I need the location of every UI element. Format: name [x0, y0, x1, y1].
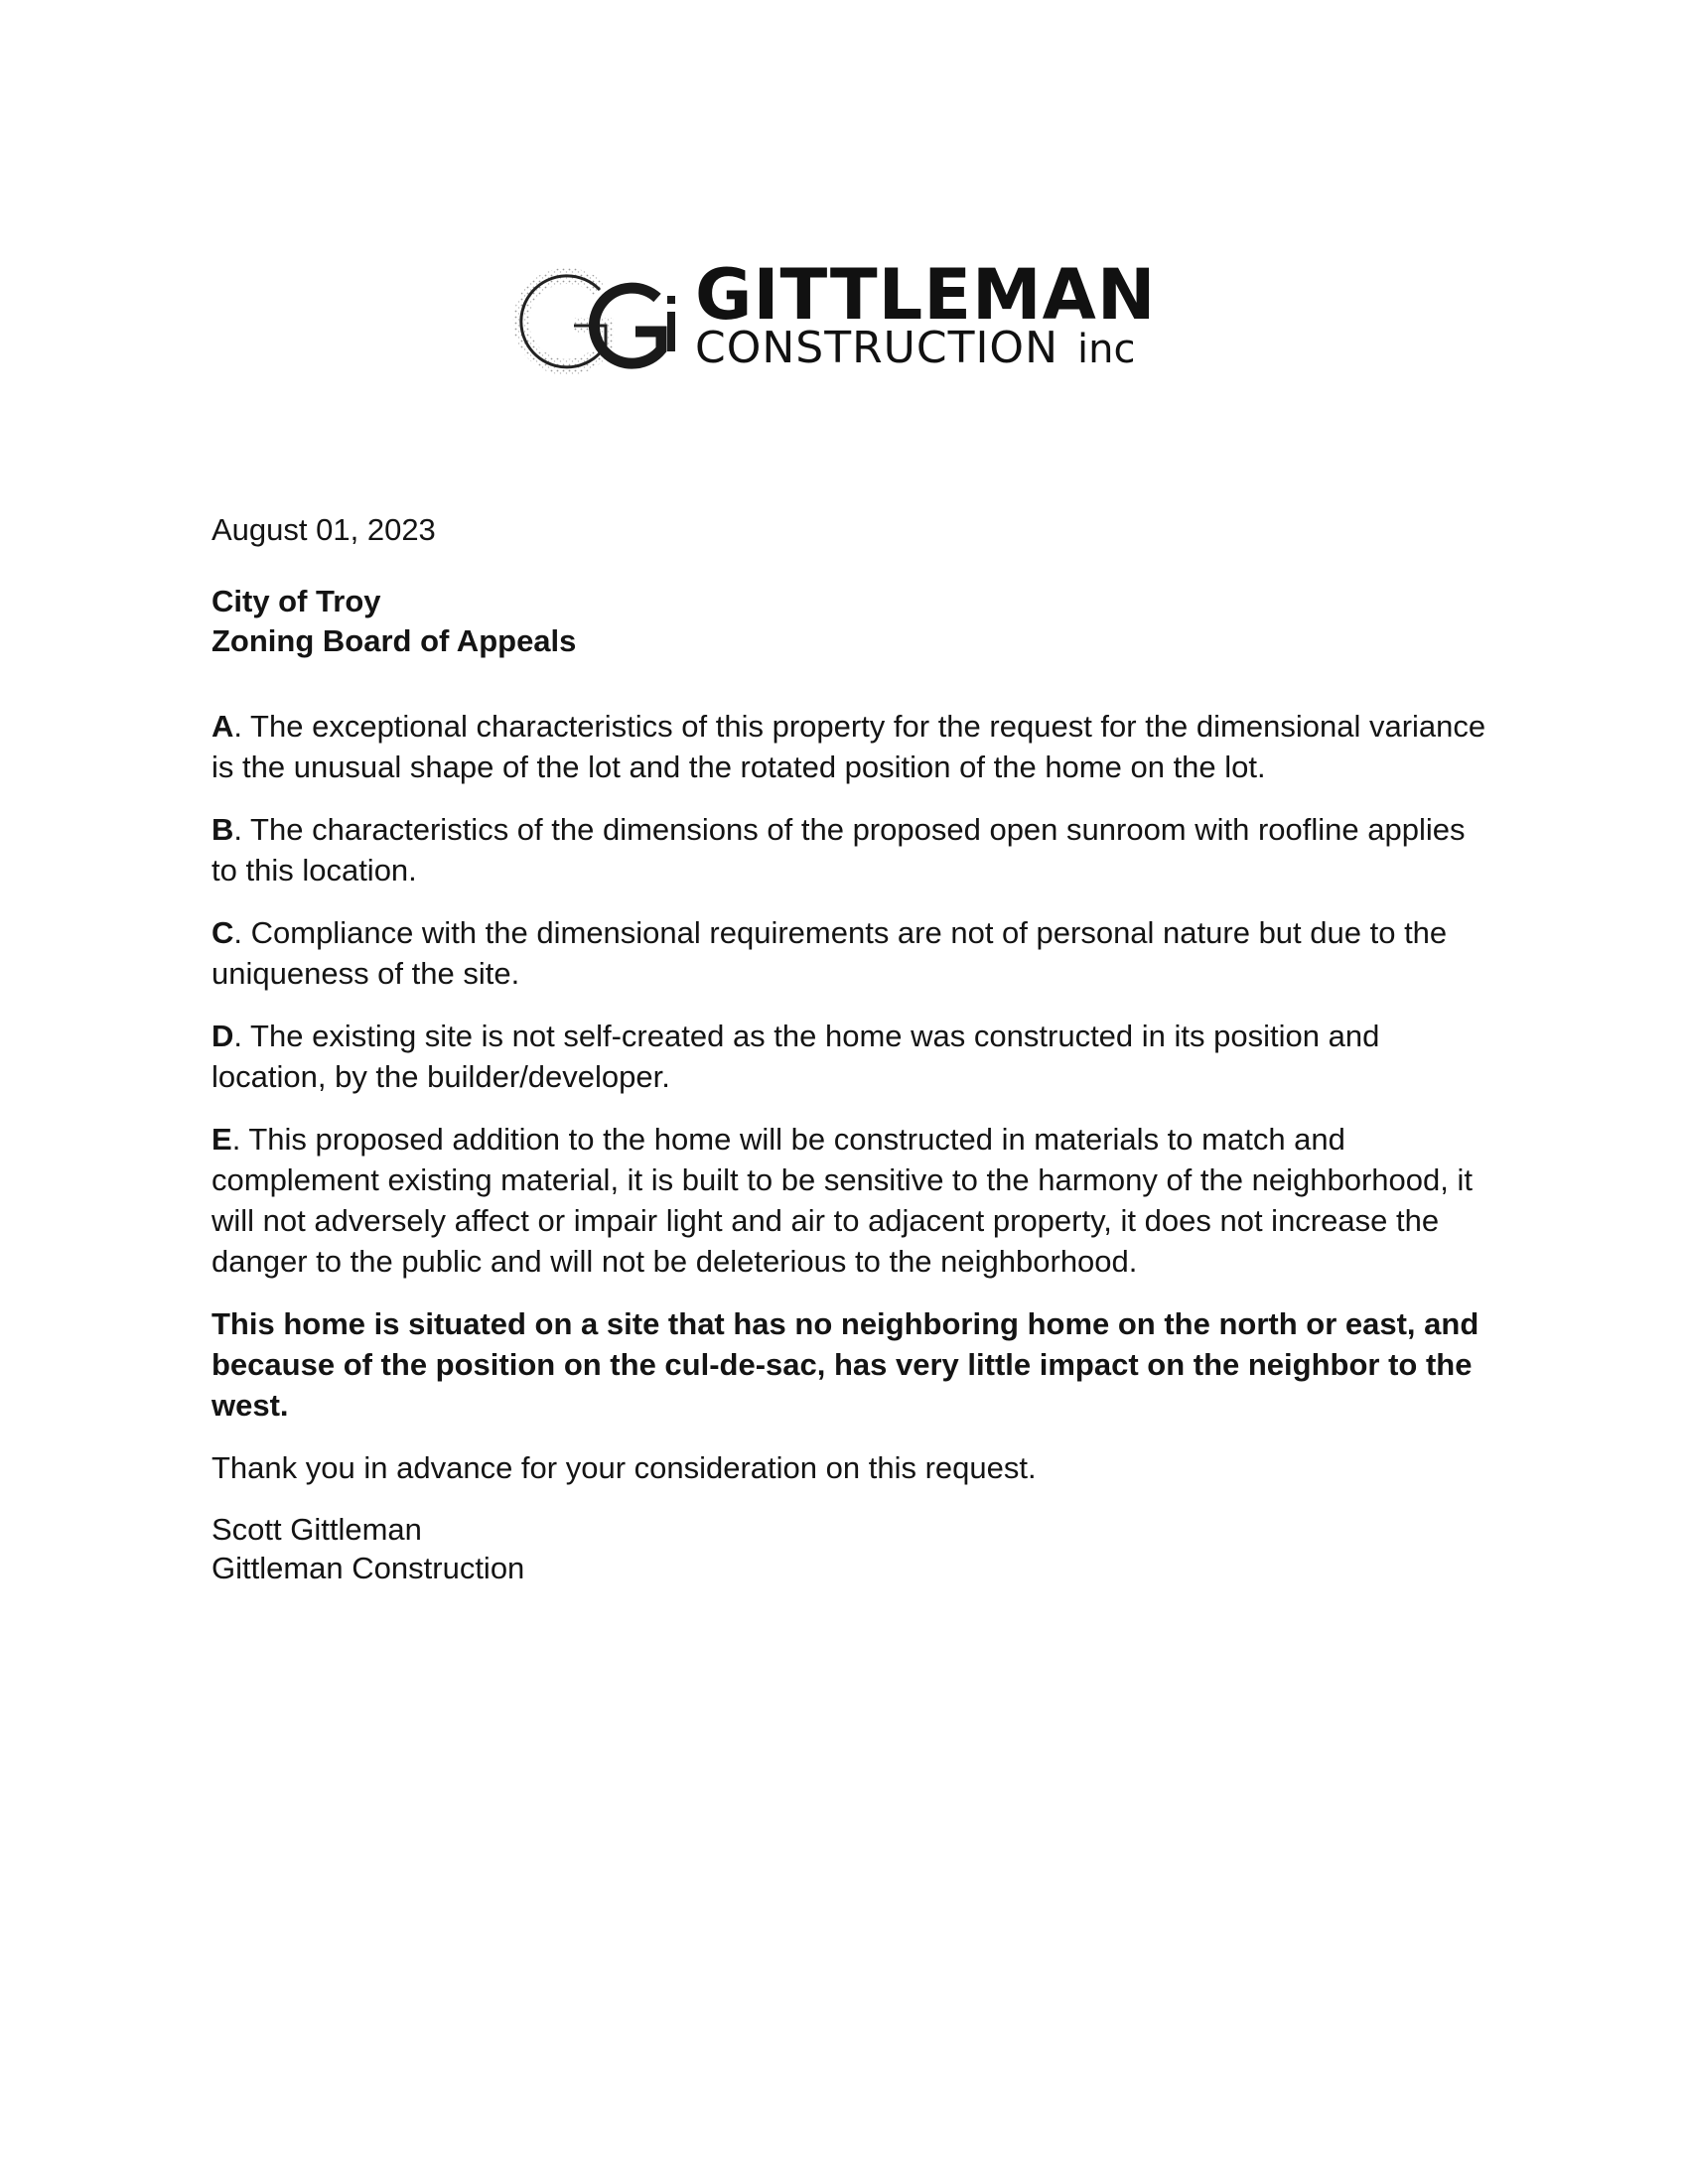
paragraph-letter: A: [211, 709, 234, 744]
company-subtitle: [695, 323, 1156, 373]
paragraph-text: . Compliance with the dimensional requirements are not of personal nature but due to the uniqueness of the site.: [211, 915, 1448, 991]
paragraph-letter: B: [211, 812, 234, 847]
paragraph-letter: D: [211, 1019, 234, 1053]
company-suffix: inc: [1076, 327, 1136, 372]
paragraph-letter: C: [211, 915, 234, 950]
recipient-line-2: Zoning Board of Appeals: [211, 623, 577, 658]
recipient-block: [211, 582, 1502, 661]
paragraph-d: [211, 1016, 1492, 1097]
signer-name: Scott Gittleman: [211, 1512, 422, 1547]
paragraph-e: [211, 1119, 1492, 1282]
closing-line: Thank you in advance for your consideration on this request.: [211, 1450, 1037, 1485]
paragraph-text: . The exceptional characteristics of this property for the request for the dimensional variance is the unusual shape of the lot and the rotated position of the home on the lot.: [211, 709, 1486, 784]
logo-wordmark: [695, 254, 1157, 373]
gg-monogram-icon: [508, 268, 677, 377]
signature-block: [211, 1510, 1502, 1587]
paragraph-letter: E: [211, 1122, 232, 1157]
letter-body: [211, 509, 1502, 1587]
recipient-line-1: City of Troy: [211, 584, 381, 618]
company-subtitle-text: CONSTRUCTION: [695, 323, 1058, 373]
summary-paragraph: This home is situated on a site that has no neighboring home on the north or east, and because of the position on the cul-de-sac, has very little impact on the neighbor to the west.: [211, 1306, 1479, 1423]
letter-date: August 01, 2023: [211, 512, 436, 547]
paragraph-text: . This proposed addition to the home will be constructed in materials to match and complement existing material, it is built to be sensitive to the harmony of the neighborhood, it will not adversely affect or impair light and air to adjacent property, it does not increase the danger to the public and will not be deleterious to the neighborhood.: [211, 1122, 1473, 1279]
paragraph-a: [211, 706, 1492, 787]
paragraph-b: [211, 809, 1492, 890]
signer-company: Gittleman Construction: [211, 1551, 525, 1585]
company-logo: [508, 254, 1203, 389]
company-name: GITTLEMAN: [695, 254, 1157, 336]
paragraph-text: . The characteristics of the dimensions of the proposed open sunroom with roofline applies to this location.: [211, 812, 1466, 887]
paragraph-text: . The existing site is not self-created as the home was constructed in its position and location, by the builder/developer.: [211, 1019, 1380, 1094]
paragraph-c: [211, 912, 1492, 994]
